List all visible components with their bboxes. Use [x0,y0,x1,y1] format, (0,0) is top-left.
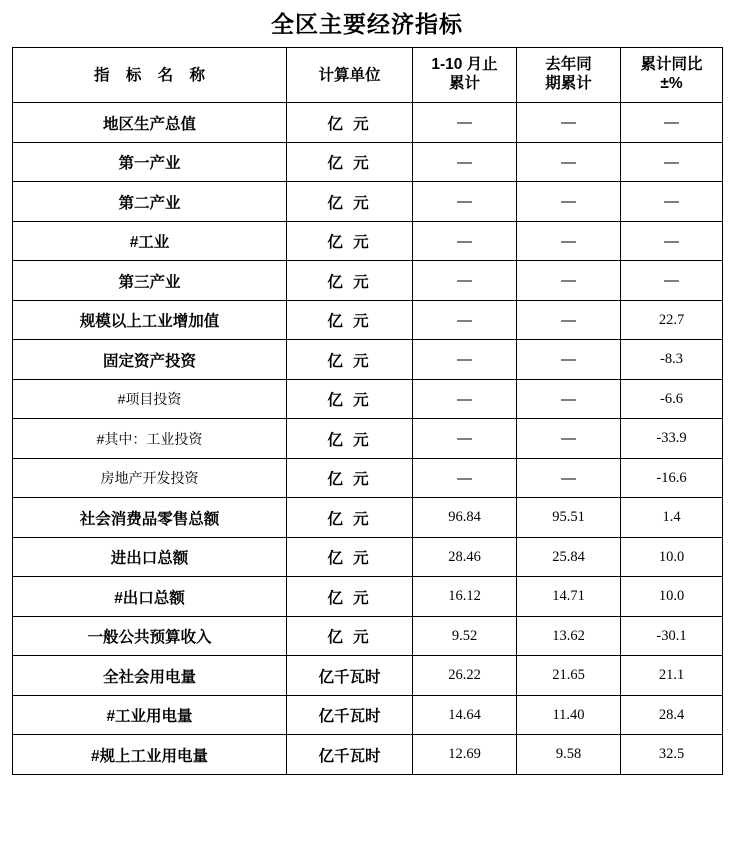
cell-yoy: — [621,142,723,182]
cell-current-period: 9.52 [413,616,517,656]
cell-current-period: — [413,142,517,182]
table-row [13,300,723,340]
cell-indicator-name: 第二产业 [13,182,287,222]
cell-current-period: 14.64 [413,695,517,735]
cell-current-period: 96.84 [413,498,517,538]
column-header-current-period-line1: 1-10 月止 [431,56,498,74]
cell-indicator-name: 房地产开发投资 [13,458,287,498]
cell-yoy: 21.1 [621,656,723,696]
cell-indicator-name: #项目投资 [13,379,287,419]
cell-unit: 亿 元 [287,142,413,182]
cell-yoy: 32.5 [621,735,723,775]
cell-last-year: 95.51 [517,498,621,538]
cell-last-year: — [517,458,621,498]
table-row [13,182,723,222]
cell-yoy: — [621,103,723,143]
cell-last-year: 13.62 [517,616,621,656]
column-header-unit: 计算单位 [287,48,413,103]
cell-yoy: — [621,221,723,261]
cell-last-year: 14.71 [517,577,621,617]
cell-current-period: — [413,103,517,143]
cell-current-period: 28.46 [413,537,517,577]
cell-last-year: — [517,182,621,222]
cell-current-period: — [413,300,517,340]
table-row [13,735,723,775]
column-header-indicator-name: 指 标 名 称 [13,48,287,103]
cell-unit: 亿 元 [287,419,413,459]
table-row [13,142,723,182]
cell-unit: 亿千瓦时 [287,735,413,775]
cell-indicator-name: 固定资产投资 [13,340,287,380]
cell-indicator-name: 一般公共预算收入 [13,616,287,656]
cell-last-year: — [517,340,621,380]
cell-yoy: -33.9 [621,419,723,459]
cell-unit: 亿 元 [287,458,413,498]
cell-unit: 亿 元 [287,577,413,617]
cell-last-year: — [517,261,621,301]
cell-indicator-name: 第三产业 [13,261,287,301]
cell-unit: 亿 元 [287,261,413,301]
cell-indicator-name: 进出口总额 [13,537,287,577]
cell-last-year: 25.84 [517,537,621,577]
cell-current-period: — [413,261,517,301]
cell-last-year: 9.58 [517,735,621,775]
cell-current-period: 12.69 [413,735,517,775]
cell-yoy: 10.0 [621,537,723,577]
cell-last-year: — [517,142,621,182]
cell-unit: 亿 元 [287,616,413,656]
table-row [13,458,723,498]
cell-yoy: 22.7 [621,300,723,340]
cell-last-year: — [517,221,621,261]
cell-current-period: — [413,340,517,380]
cell-yoy: — [621,261,723,301]
cell-indicator-name: 全社会用电量 [13,656,287,696]
cell-unit: 亿千瓦时 [287,695,413,735]
cell-current-period: — [413,419,517,459]
cell-indicator-name: 地区生产总值 [13,103,287,143]
column-header-last-year-line2: 期累计 [545,75,592,93]
cell-last-year: 21.65 [517,656,621,696]
cell-yoy: -8.3 [621,340,723,380]
cell-yoy: -16.6 [621,458,723,498]
cell-indicator-name: #其中：工业投资 [13,419,287,459]
cell-last-year: 11.40 [517,695,621,735]
table-row [13,340,723,380]
table-row [13,103,723,143]
table-row [13,498,723,538]
cell-indicator-name: 规模以上工业增加值 [13,300,287,340]
table-body [13,103,723,775]
table-row [13,379,723,419]
column-header-yoy-line1: 累计同比 [640,56,703,74]
cell-yoy: -30.1 [621,616,723,656]
cell-indicator-name: #出口总额 [13,577,287,617]
cell-yoy: — [621,182,723,222]
cell-yoy: 28.4 [621,695,723,735]
cell-indicator-name: #工业 [13,221,287,261]
cell-unit: 亿千瓦时 [287,656,413,696]
table-row [13,261,723,301]
cell-last-year: — [517,379,621,419]
cell-unit: 亿 元 [287,300,413,340]
cell-current-period: 16.12 [413,577,517,617]
cell-unit: 亿 元 [287,498,413,538]
cell-indicator-name: 第一产业 [13,142,287,182]
cell-unit: 亿 元 [287,103,413,143]
cell-yoy: 10.0 [621,577,723,617]
cell-yoy: 1.4 [621,498,723,538]
cell-indicator-name: #工业用电量 [13,695,287,735]
table-row [13,695,723,735]
cell-unit: 亿 元 [287,537,413,577]
column-header-yoy-line2: ±% [660,75,683,93]
cell-unit: 亿 元 [287,340,413,380]
column-header-last-year-line1: 去年同 [545,56,592,74]
table-row [13,419,723,459]
cell-current-period: — [413,458,517,498]
column-header-current-period [413,48,517,103]
cell-yoy: -6.6 [621,379,723,419]
cell-current-period: — [413,379,517,419]
cell-current-period: — [413,221,517,261]
economic-indicators-table [12,47,723,775]
cell-last-year: — [517,103,621,143]
cell-unit: 亿 元 [287,182,413,222]
table-header-row [13,48,723,103]
column-header-last-year [517,48,621,103]
cell-indicator-name: #规上工业用电量 [13,735,287,775]
cell-last-year: — [517,419,621,459]
column-header-yoy [621,48,723,103]
table-row [13,616,723,656]
table-row [13,577,723,617]
cell-unit: 亿 元 [287,221,413,261]
column-header-current-period-line2: 累计 [448,75,480,93]
cell-last-year: — [517,300,621,340]
cell-indicator-name: 社会消费品零售总额 [13,498,287,538]
table-row [13,537,723,577]
table-header [13,48,723,103]
cell-current-period: 26.22 [413,656,517,696]
table-row [13,221,723,261]
page-title: 全区主要经济指标 [271,11,463,37]
table-row [13,656,723,696]
cell-unit: 亿 元 [287,379,413,419]
cell-current-period: — [413,182,517,222]
